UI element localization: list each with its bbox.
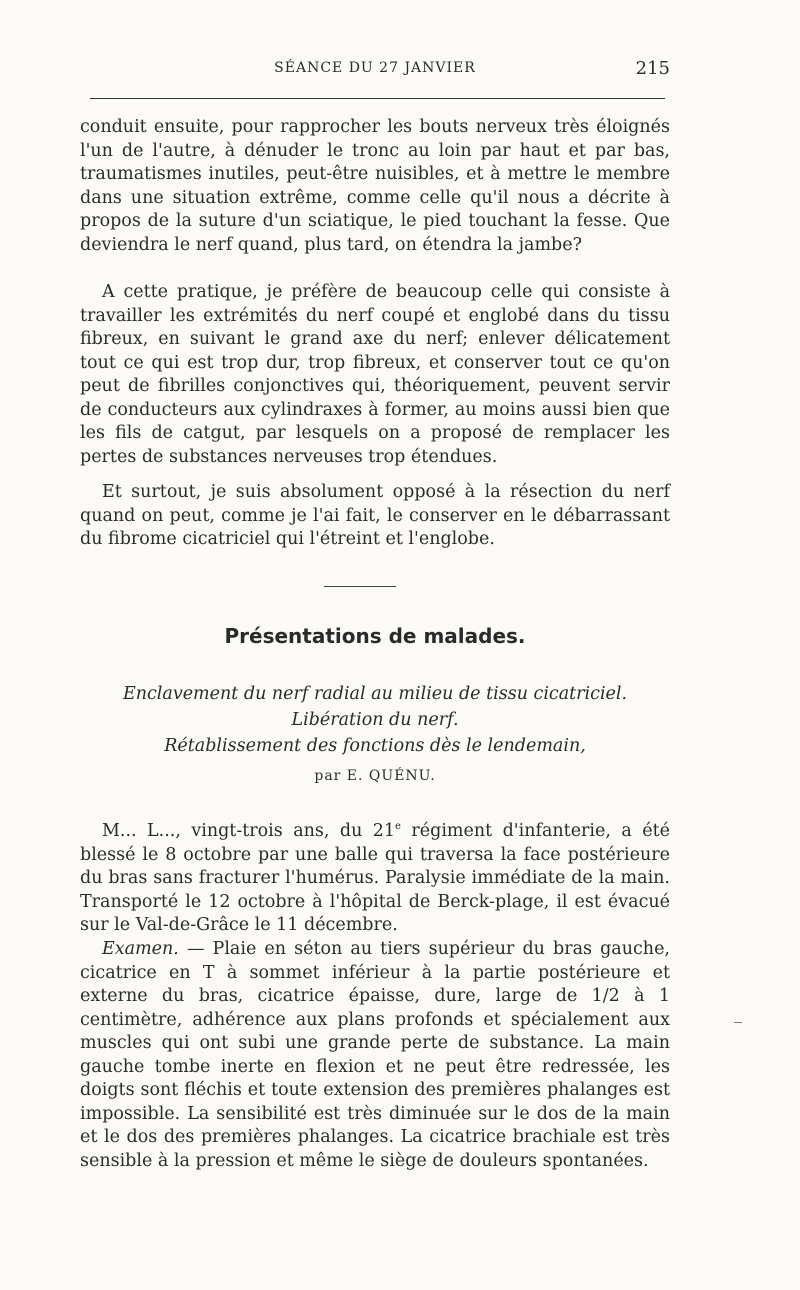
article-title-line-3: Rétablissement des fonctions dès le lendemain, [164,736,586,756]
case-history-text-b: régiment d'infanterie, a été blessé le 8 octobre par une balle qui traversa la face postérieure du bras sans fracturer l'humérus. Paralysie immédiate de la main. Transporté le 12 octobre à l'hôpital de Berck-plage, il est évacué sur le Val-de-Grâce le 11 décembre. [80,821,670,935]
paragraph-continuation: conduit ensuite, pour rapprocher les bouts nerveux très éloignés l'un de l'autre, à dénuder le tronc au loin par haut et par bas, traumatismes inutiles, peut-être nuisibles, et à mettre le membre dans une situation extrême, comme celle qu'il nous a décrite à propos de la suture d'un sciatique, le pied touchant la fesse. Que deviendra le nerf quand, plus tard, on étendra la jambe? [80,117,670,255]
paragraph-pratique: A cette pratique, je préfère de beaucoup celle qui consiste à travailler les extrémités du nerf coupé et englobé dans du tissu fibreux, en suivant le grand axe du nerf; enlever délicatement tout ce qui est trop dur, trop fibreux, et conserver tout ce qu'on peut de fibrilles conjonctives qui, théoriquement, peuvent servir de conducteurs aux cylindraxes à former, au moins aussi bien que les fils de catgut, par lesquels on a proposé de remplacer les pertes de substances nerveuses trop étendues. [80,282,670,467]
header-rule [90,98,665,99]
running-title: SÉANCE DU 27 JANVIER [274,60,476,76]
section-separator [324,586,396,587]
running-head [80,58,670,82]
ordinal-suffix: e [395,821,401,833]
examen-text: — Plaie en séton au tiers supérieur du bras gauche, cicatrice en T à sommet inférieur à la partie postérieure et externe du bras, cicatrice épaisse, dure, large de 1/2 à 1 centimètre, adhérence aux plans profonds et spécialement aux muscles qui ont subi une grande perte de substance. La main gauche tombe inerte en flexion et ne peut être redressée, les doigts sont fléchis et toute extension des premières phalanges est impossible. La sensibilité est très diminuée sur le dos de la main et le dos des premières phalanges. La cicatrice brachiale est très sensible à la pression et même le siège de douleurs spontanées. [80,939,670,1171]
article-author: par E. QUÉNU. [314,768,436,784]
page-number: 215 [635,58,670,79]
paragraph-case-history [80,820,670,938]
article-title-line-1: Enclavement du nerf radial au milieu de tissu cicatriciel. [122,684,628,704]
paragraph-resection: Et surtout, je suis absolument opposé à la résection du nerf quand on peut, comme je l'ai fait, le conserver en le débarrassant du fibrome cicatriciel qui l'étreint et l'englobe. [80,482,670,549]
paragraph-examen [80,938,670,1173]
article-title-line-2: Libération du nerf. [291,710,459,730]
section-title: Présentations de malades. [224,624,526,648]
case-history-text-a: M... L..., vingt-trois ans, du 21 [102,821,396,841]
examen-label: Examen. [102,939,179,959]
margin-mark [734,1022,742,1023]
